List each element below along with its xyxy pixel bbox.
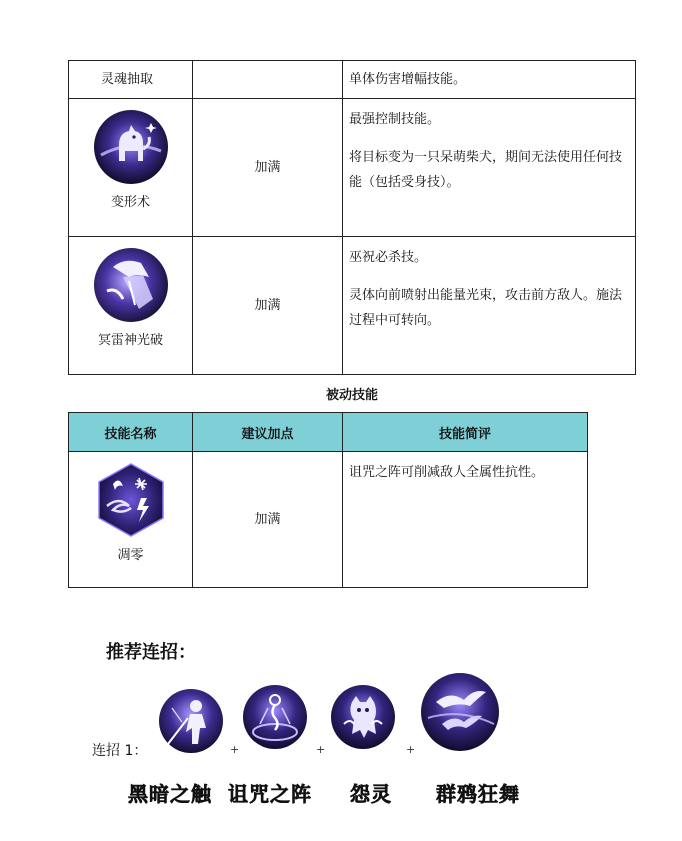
polymorph-dog-icon (93, 109, 169, 185)
table-row (69, 237, 636, 375)
wither-hexagon-icon (93, 462, 169, 538)
table-row (69, 99, 636, 237)
combo-skill-name: 黑暗之触 (128, 782, 212, 806)
combo-skill-name: 诅咒之阵 (228, 782, 312, 806)
skill-name-cell (69, 99, 193, 237)
skill-level-cell (193, 452, 343, 588)
skill-name-cell (69, 61, 193, 99)
passive-skills-heading: 被动技能 (325, 388, 378, 403)
wraith-icon (330, 684, 396, 750)
skill-level: 加满 (254, 160, 281, 175)
skill-name: 冥雷神光破 (97, 333, 163, 348)
table-row (69, 61, 636, 99)
skill-desc-line: 灵体向前喷射出能量光束，攻击前方敌人。施法过程中可转向。 (349, 288, 623, 328)
skill-level: 加满 (254, 512, 281, 527)
column-header: 建议加点 (193, 413, 343, 452)
crow-dance-icon (420, 672, 500, 752)
skill-desc: 单体伤害增幅技能。 (349, 72, 467, 87)
active-skills-table (68, 60, 636, 375)
skill-desc-cell (343, 99, 636, 237)
combo-label: 连招 1： (92, 743, 148, 759)
skill-name: 变形术 (110, 195, 150, 210)
plus-sign: + (406, 743, 416, 756)
combo-title: 推荐连招： (106, 642, 196, 663)
skill-level-cell (193, 99, 343, 237)
skill-desc-cell (343, 237, 636, 375)
column-header: 技能简评 (343, 413, 588, 452)
skill-desc-line: 将目标变为一只呆萌柴犬，期间无法使用任何技能（包括受身技）。 (349, 150, 623, 190)
curse-circle-icon (242, 684, 308, 750)
skill-name: 灵魂抽取 (101, 72, 154, 87)
thunder-beam-hand-icon (93, 247, 169, 323)
dark-touch-icon (158, 688, 224, 754)
combo-skill-name: 怨灵 (350, 782, 392, 806)
skill-name: 凋零 (117, 548, 144, 563)
passive-skills-table (68, 412, 588, 588)
skill-desc-line: 诅咒之阵可削减敌人全属性抗性。 (349, 465, 545, 480)
skill-name-cell (69, 452, 193, 588)
skill-name-cell (69, 237, 193, 375)
skill-level-cell (193, 61, 343, 99)
skill-desc-cell (343, 452, 588, 588)
skill-desc-line: 巫祝必杀技。 (349, 250, 428, 265)
column-header: 技能名称 (69, 413, 193, 452)
skill-desc-cell (343, 61, 636, 99)
table-header-row (69, 413, 588, 452)
table-row (69, 452, 588, 588)
skill-level: 加满 (254, 298, 281, 313)
skill-desc-line: 最强控制技能。 (349, 112, 441, 127)
plus-sign: + (230, 743, 240, 756)
combo-skill-name: 群鸦狂舞 (436, 782, 520, 806)
skill-level-cell (193, 237, 343, 375)
plus-sign: + (316, 743, 326, 756)
